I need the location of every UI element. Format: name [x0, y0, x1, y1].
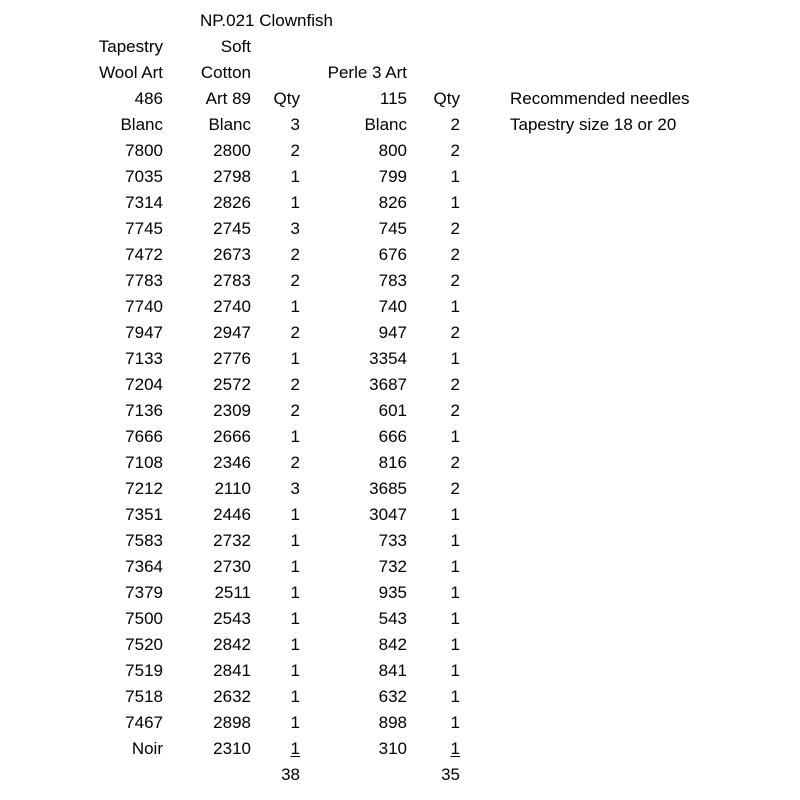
header-cotton-line2: Cotton — [200, 63, 251, 82]
cell-qty-1: 1 — [290, 531, 300, 550]
cell-perle: 632 — [378, 687, 407, 706]
header-perle-line2: 115 — [379, 89, 407, 108]
cell-wool: 7745 — [125, 219, 163, 238]
cell-perle: 799 — [378, 167, 407, 186]
cell-perle: 898 — [378, 713, 407, 732]
cell-qty-2: 1 — [450, 687, 460, 706]
cell-perle: 816 — [378, 453, 407, 472]
cell-qty-1: 1 — [290, 557, 300, 576]
cell-qty-1: 1 — [290, 609, 300, 628]
cell-qty-1: 3 — [290, 479, 300, 498]
cell-qty-2: 1 — [450, 167, 460, 186]
cell-qty-2: 1 — [450, 713, 460, 732]
cell-qty-2: 2 — [450, 375, 460, 394]
cell-cotton: 2310 — [213, 739, 251, 758]
cell-qty-1: 1 — [290, 193, 300, 212]
cell-qty-2: 2 — [450, 453, 460, 472]
cell-wool: 7108 — [125, 453, 163, 472]
cell-qty-1: 1 — [290, 713, 300, 732]
cell-qty-2: 2 — [450, 115, 460, 134]
cell-qty-1: 3 — [290, 219, 300, 238]
cell-qty-2: 2 — [450, 401, 460, 420]
cell-qty-2: 2 — [450, 323, 460, 342]
cell-perle: 666 — [378, 427, 407, 446]
cell-cotton: Blanc — [208, 115, 251, 134]
cell-perle: 3687 — [369, 375, 407, 394]
cell-wool: 7783 — [125, 271, 163, 290]
cell-wool: 7204 — [125, 375, 163, 394]
cell-qty-1: 1 — [290, 349, 300, 368]
cell-qty-2: 1 — [450, 505, 460, 524]
cell-perle: Blanc — [364, 115, 407, 134]
cell-cotton: 2309 — [213, 401, 251, 420]
cell-qty-1: 2 — [290, 375, 300, 394]
header-perle-line1: Perle 3 Art — [327, 63, 407, 82]
cell-perle: 732 — [378, 557, 407, 576]
cell-cotton: 2798 — [213, 167, 251, 186]
cell-wool: Blanc — [120, 115, 163, 134]
cell-wool: 7467 — [125, 713, 163, 732]
cell-cotton: 2783 — [213, 271, 251, 290]
cell-cotton: 2740 — [213, 297, 251, 316]
cell-perle: 783 — [378, 271, 407, 290]
cell-qty-2: 2 — [450, 219, 460, 238]
cell-qty-1: 2 — [290, 141, 300, 160]
header-cotton-line1: Soft — [220, 37, 251, 56]
cell-qty-2: 1 — [450, 531, 460, 550]
cell-qty-1: 2 — [290, 453, 300, 472]
total-qty-2: 35 — [441, 765, 460, 784]
cell-perle: 842 — [378, 635, 407, 654]
header-wool-line1: Tapestry — [98, 37, 163, 56]
cell-wool: 7133 — [125, 349, 163, 368]
cell-wool: 7800 — [125, 141, 163, 160]
cell-qty-1: 1 — [290, 739, 300, 758]
cell-cotton: 2446 — [213, 505, 251, 524]
cell-perle: 733 — [378, 531, 407, 550]
cell-qty-1: 2 — [290, 401, 300, 420]
cell-wool: 7314 — [125, 193, 163, 212]
cell-qty-1: 1 — [290, 505, 300, 524]
cell-qty-1: 1 — [290, 635, 300, 654]
cell-qty-2: 1 — [450, 349, 460, 368]
cell-wool: 7519 — [125, 661, 163, 680]
header-cotton-line3: Art 89 — [205, 89, 251, 108]
cell-perle: 745 — [378, 219, 407, 238]
cell-wool: 7947 — [125, 323, 163, 342]
cell-cotton: 2745 — [213, 219, 251, 238]
cell-cotton: 2730 — [213, 557, 251, 576]
cell-qty-1: 2 — [290, 271, 300, 290]
needles-note-title: Recommended needles — [510, 89, 690, 108]
needles-note-detail: Tapestry size 18 or 20 — [510, 115, 677, 134]
cell-qty-1: 2 — [290, 323, 300, 342]
cell-perle: 310 — [378, 739, 407, 758]
cell-perle: 601 — [378, 401, 407, 420]
cell-qty-2: 1 — [450, 739, 460, 758]
header-qty-1: Qty — [273, 89, 300, 108]
cell-wool: Noir — [131, 739, 163, 758]
cell-wool: 7379 — [125, 583, 163, 602]
cell-wool: 7351 — [125, 505, 163, 524]
cell-wool: 7583 — [125, 531, 163, 550]
cell-qty-2: 1 — [450, 193, 460, 212]
cell-wool: 7212 — [125, 479, 163, 498]
cell-qty-2: 1 — [450, 297, 460, 316]
cell-perle: 676 — [378, 245, 407, 264]
cell-wool: 7035 — [125, 167, 163, 186]
cell-qty-1: 3 — [290, 115, 300, 134]
cell-perle: 3047 — [369, 505, 407, 524]
cell-cotton: 2673 — [213, 245, 251, 264]
cell-qty-2: 2 — [450, 271, 460, 290]
cell-qty-1: 1 — [290, 687, 300, 706]
cell-cotton: 2841 — [213, 661, 251, 680]
cell-qty-1: 1 — [290, 661, 300, 680]
header-qty-2: Qty — [433, 89, 460, 108]
cell-perle: 740 — [378, 297, 407, 316]
cell-cotton: 2898 — [213, 713, 251, 732]
cell-qty-1: 1 — [290, 297, 300, 316]
cell-qty-1: 1 — [290, 167, 300, 186]
header-wool-line2: Wool Art — [99, 63, 163, 82]
cell-wool: 7518 — [125, 687, 163, 706]
cell-qty-2: 2 — [450, 479, 460, 498]
cell-perle: 841 — [378, 661, 407, 680]
cell-cotton: 2543 — [213, 609, 251, 628]
cell-wool: 7740 — [125, 297, 163, 316]
cell-perle: 3354 — [369, 349, 407, 368]
cell-perle: 543 — [378, 609, 407, 628]
cell-wool: 7520 — [125, 635, 163, 654]
cell-cotton: 2776 — [213, 349, 251, 368]
cell-cotton: 2511 — [214, 583, 251, 602]
cell-qty-2: 1 — [450, 661, 460, 680]
cell-cotton: 2842 — [213, 635, 251, 654]
cell-cotton: 2572 — [213, 375, 251, 394]
cell-cotton: 2947 — [213, 323, 251, 342]
cell-wool: 7666 — [125, 427, 163, 446]
cell-cotton: 2632 — [213, 687, 251, 706]
cell-qty-2: 1 — [450, 427, 460, 446]
cell-perle: 935 — [378, 583, 407, 602]
cell-perle: 800 — [378, 141, 407, 160]
cell-qty-2: 2 — [450, 141, 460, 160]
cell-wool: 7136 — [125, 401, 163, 420]
cell-qty-2: 2 — [450, 245, 460, 264]
cell-wool: 7364 — [125, 557, 163, 576]
cell-qty-1: 2 — [290, 245, 300, 264]
total-qty-1: 38 — [281, 765, 300, 784]
page-title: NP.021 Clownfish — [200, 11, 333, 30]
cell-cotton: 2800 — [213, 141, 251, 160]
cell-cotton: 2346 — [213, 453, 251, 472]
cell-qty-2: 1 — [450, 557, 460, 576]
cell-cotton: 2826 — [213, 193, 251, 212]
cell-qty-2: 1 — [450, 583, 460, 602]
header-wool-line3: 486 — [134, 89, 163, 108]
cell-wool: 7500 — [125, 609, 163, 628]
cell-wool: 7472 — [125, 245, 163, 264]
cell-cotton: 2732 — [213, 531, 251, 550]
cell-perle: 947 — [378, 323, 407, 342]
cell-perle: 3685 — [369, 479, 407, 498]
cell-qty-1: 1 — [290, 427, 300, 446]
cell-perle: 826 — [378, 193, 407, 212]
cell-cotton: 2110 — [214, 479, 251, 498]
cell-qty-1: 1 — [290, 583, 300, 602]
cell-cotton: 2666 — [213, 427, 251, 446]
cell-qty-2: 1 — [450, 635, 460, 654]
cell-qty-2: 1 — [450, 609, 460, 628]
